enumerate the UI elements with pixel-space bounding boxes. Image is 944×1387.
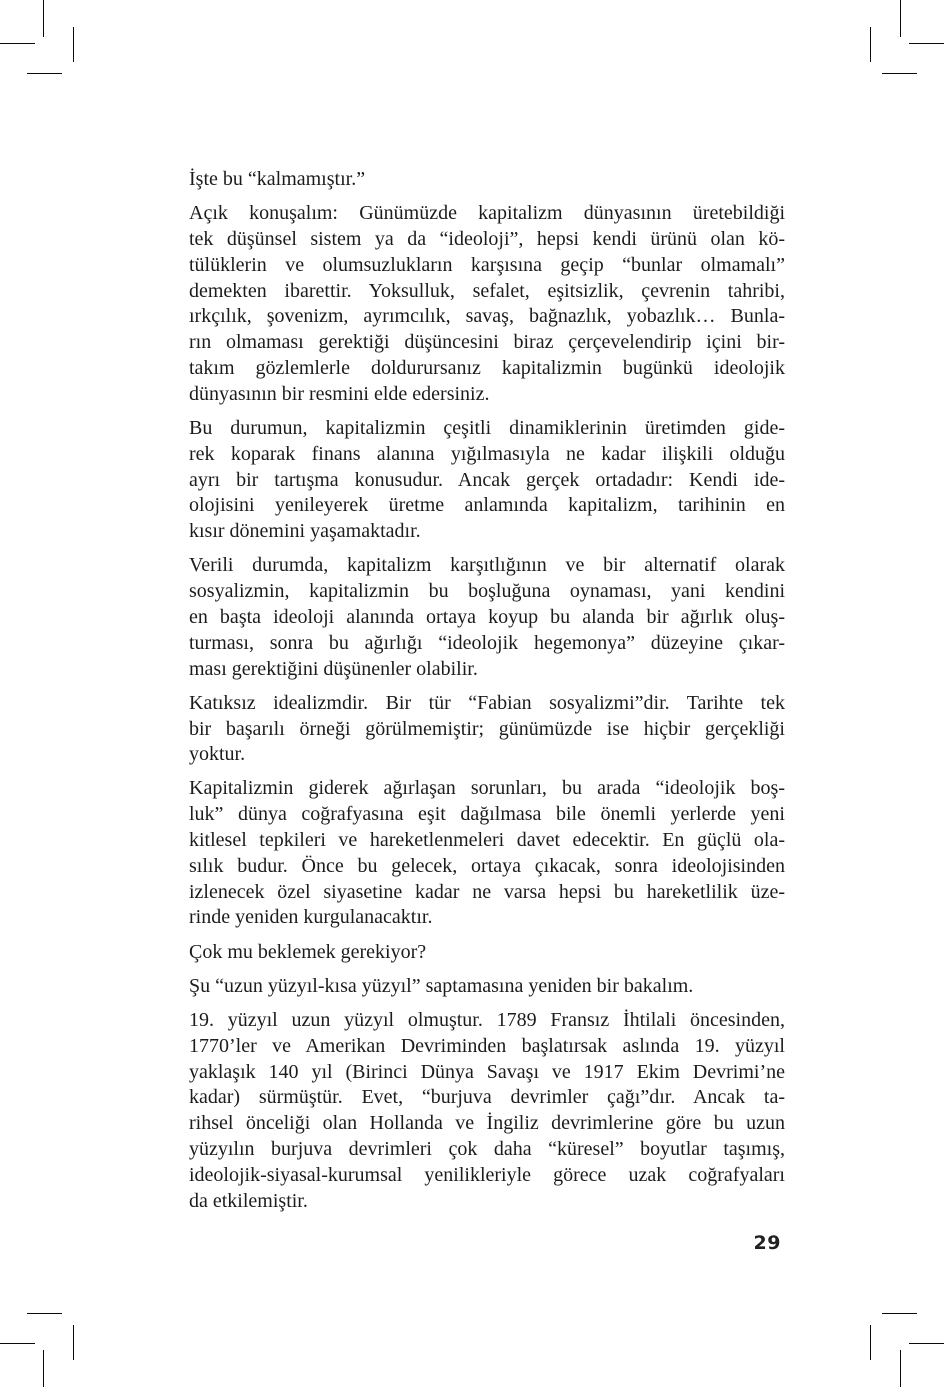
text-line: sılık budur. Önce bu gelecek, ortaya çıkacak, sonra ideolojisinden: [189, 854, 785, 877]
text-line: sosyalizmin, kapitalizmin bu boşluğuna oynaması, yani kendini: [189, 580, 785, 603]
crop-mark: [870, 27, 871, 62]
text-line: takım gözlemlerle doldurursanız kapitalizmin bugünkü ideolojik: [189, 356, 785, 379]
crop-mark: [909, 43, 944, 44]
crop-mark: [43, 0, 44, 37]
crop-mark: [900, 0, 901, 37]
text-line: dünyasının bir resmini elde edersiniz.: [189, 382, 490, 405]
paragraph: [189, 691, 785, 768]
paragraph: [189, 167, 785, 193]
paragraph: [189, 1008, 785, 1214]
text-line: ayrı bir tartışma konusudur. Ancak gerçek ortadadır: Kendi ide-: [189, 468, 785, 491]
text-line: kadar) sürmüştür. Evet, “burjuva devrimler çağı”dır. Ancak ta-: [189, 1086, 785, 1109]
text-block: [189, 167, 785, 1223]
text-line: tek düşünsel sistem ya da “ideoloji”, hepsi kendi ürünü olan kö-: [189, 227, 785, 250]
text-line: Çok mu beklemek gerekiyor?: [189, 940, 427, 963]
text-line: Açık konuşalım: Günümüzde kapitalizm dünyasının üretebildiği: [189, 202, 785, 225]
crop-mark: [73, 1325, 74, 1360]
crop-mark: [882, 73, 917, 74]
crop-mark: [900, 1350, 901, 1387]
text-line: yoktur.: [189, 743, 246, 766]
text-line: Bu durumun, kapitalizmin çeşitli dinamiklerinin üretimden gide-: [189, 416, 785, 439]
text-line: bir başarılı örneği görülmemiştir; günümüzde ise hiçbir gerçekliği: [189, 717, 785, 740]
text-line: Kapitalizmin giderek ağırlaşan sorunları, bu arada “ideolojik boş-: [189, 777, 785, 800]
text-line: tülüklerin ve olumsuzlukların karşısına geçip “bunlar olmamalı”: [189, 253, 785, 276]
text-line: rek koparak finans alanına yığılmasıyla ne kadar ilişkili olduğu: [189, 442, 785, 465]
paragraph: [189, 776, 785, 931]
text-line: Verili durumda, kapitalizm karşıtlığının ve bir alternatif olarak: [189, 554, 785, 577]
text-line: turması, sonra bu ağırlığı “ideolojik hegemonya” düzeyine çıkar-: [189, 631, 785, 654]
text-line: kısır dönemini yaşamaktadır.: [189, 520, 421, 543]
text-line: yüzyılın burjuva devrimleri çok daha “küresel” boyutlar taşımış,: [189, 1138, 785, 1161]
paragraph: [189, 974, 785, 1000]
paragraph: [189, 553, 785, 682]
crop-mark: [882, 1313, 917, 1314]
text-line: yaklaşık 140 yıl (Birinci Dünya Savaşı ve 1917 Ekim Devrimi’ne: [189, 1060, 785, 1083]
page-number: 29: [753, 1232, 781, 1254]
text-line: Şu “uzun yüzyıl-kısa yüzyıl” saptamasına yeniden bir bakalım.: [189, 974, 694, 997]
crop-mark: [73, 27, 74, 62]
text-line: ırkçılık, şovenizm, ayrımcılık, savaş, bağnazlık, yobazlık… Bunla-: [189, 305, 785, 328]
crop-mark: [27, 73, 62, 74]
crop-mark: [870, 1325, 871, 1360]
text-line: luk” dünya coğrafyasına eşit dağılmasa bile önemli yerlerde yeni: [189, 803, 785, 826]
text-line: kitlesel tepkileri ve hareketlenmeleri davet edecektir. En güçlü ola-: [189, 829, 785, 852]
paragraph: [189, 416, 785, 545]
paragraph: [189, 940, 785, 966]
text-line: en başta ideoloji alanında ortaya koyup bu alanda bir ağırlık oluş-: [189, 605, 785, 628]
text-line: 1770’ler ve Amerikan Devriminden başlatırsak aslında 19. yüzyıl: [189, 1034, 785, 1057]
text-line: olojisini yenileyerek üretme anlamında kapitalizm, tarihinin en: [189, 494, 785, 517]
text-line: rinde yeniden kurgulanacaktır.: [189, 906, 433, 929]
crop-mark: [909, 1343, 944, 1344]
paragraph: [189, 201, 785, 407]
text-line: da etkilemiştir.: [189, 1189, 308, 1212]
text-line: rihsel önceliği olan Hollanda ve İngiliz devrimlerine göre bu uzun: [189, 1112, 785, 1135]
text-line: Katıksız idealizmdir. Bir tür “Fabian sosyalizmi”dir. Tarihte tek: [189, 691, 785, 714]
text-line: ideolojik-siyasal-kurumsal yenilikleriyle görece uzak coğrafyaları: [189, 1163, 785, 1186]
text-line: izlenecek özel siyasetine kadar ne varsa hepsi bu hareketlilik üze-: [189, 880, 785, 903]
crop-mark: [0, 43, 35, 44]
text-line: rın olmaması gerektiği düşüncesini biraz çerçevelendirip içini bir-: [189, 331, 785, 354]
text-line: demekten ibarettir. Yoksulluk, sefalet, eşitsizlik, çevrenin tahribi,: [189, 279, 785, 302]
text-line: 19. yüzyıl uzun yüzyıl olmuştur. 1789 Fransız İhtilali öncesinden,: [189, 1009, 785, 1032]
crop-mark: [0, 1343, 35, 1344]
text-line: İşte bu “kalmamıştır.”: [189, 168, 366, 190]
crop-mark: [27, 1313, 62, 1314]
text-line: ması gerektiğini düşünenler olabilir.: [189, 657, 478, 680]
crop-mark: [43, 1350, 44, 1387]
